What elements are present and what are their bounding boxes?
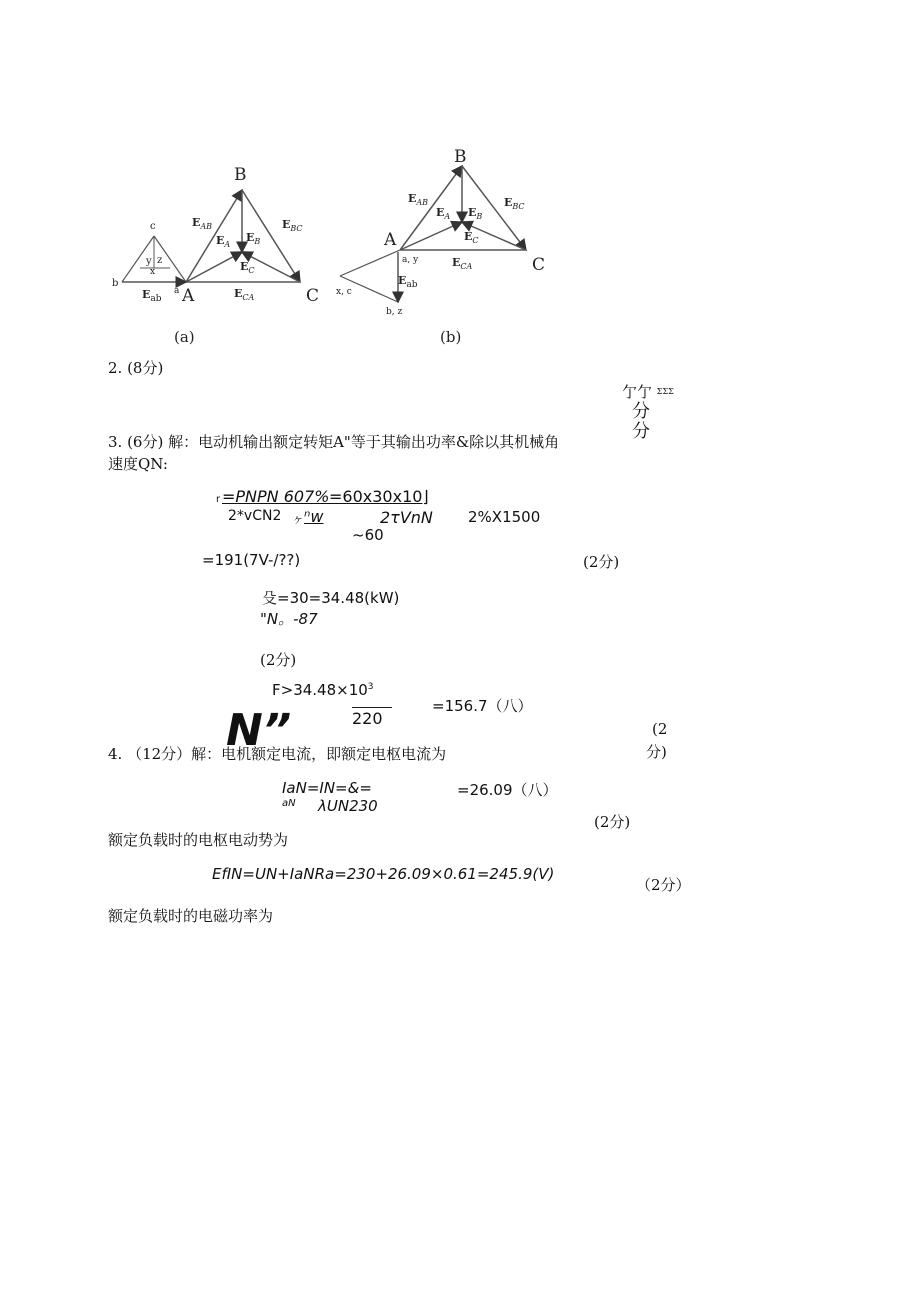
vertex-A: A	[384, 230, 397, 250]
label-a: a	[174, 286, 180, 296]
edge-AB	[400, 166, 462, 250]
emf-EA: $E_A$	[436, 206, 451, 221]
q3-f1-prefix: r	[216, 494, 221, 505]
margin-note-fen-1: 分	[632, 401, 650, 422]
q3-score-2: (2分)	[260, 651, 297, 669]
q3-f4-den: 220	[352, 709, 383, 728]
q4-big-symbol: N”	[226, 705, 292, 756]
q3-f1-top-right: =60x30x10⌋	[329, 487, 429, 506]
q3-f4-sup: 3	[367, 682, 374, 692]
phasor-diagram-b	[330, 140, 570, 350]
q3-intro-cont: 速度QN:	[108, 455, 168, 473]
label-ay: a, y	[402, 255, 419, 265]
label-x: x	[150, 267, 156, 277]
emf-EAB: $E_{AB}$	[408, 192, 429, 207]
emf-EC: $E_C$	[240, 260, 255, 275]
vertex-B: B	[454, 147, 467, 167]
q3-score-3a: (2	[652, 720, 668, 738]
q4-text-power: 额定负载时的电磁功率为	[108, 907, 274, 925]
emf-Eab: $E_{ab}$	[398, 274, 418, 290]
emf-ECA: $E_{CA}$	[452, 256, 473, 271]
emf-ECA: $E_{CA}$	[234, 287, 255, 302]
emf-EBC: $E_{BC}$	[504, 196, 525, 211]
vertex-A: A	[182, 286, 195, 306]
q3-f1-bot-under: ~60	[352, 526, 384, 544]
margin-note-glyphs: 亇亇	[622, 383, 653, 401]
margin-note-small: ΣΣΣ	[656, 387, 674, 396]
q4-f2: EfIN=UN+IaNRa=230+26.09×0.61=245.9(V)	[212, 865, 555, 883]
q4-f1-sub-right: λUN230	[318, 797, 378, 815]
vertex-C: C	[532, 255, 546, 275]
vertex-B: B	[234, 165, 247, 185]
q3-f1-bot-right: 2τVnN	[380, 508, 433, 527]
phasor-EA	[400, 222, 462, 250]
margin-note-fen-2: 分	[632, 421, 650, 442]
q4-score-1: (2分)	[594, 813, 631, 831]
emf-Eab: $E_{ab}$	[142, 288, 162, 304]
label-bz: b, z	[386, 307, 403, 317]
q2-heading: 2. (8分)	[108, 359, 164, 377]
q4-intro: 4. （12分）解：电机额定电流，即额定电枢电流为	[108, 745, 447, 763]
q3-f1-bot-mid-prefix: ヶ	[292, 512, 305, 526]
q3-f1-bot-far: 2%X1500	[468, 508, 541, 526]
q3-score-3b: 分)	[646, 743, 667, 761]
margin-note	[622, 382, 674, 442]
emf-EBC: $E_{BC}$	[282, 218, 303, 233]
q4-f1: IaN=IN=&=	[282, 779, 372, 797]
q3-f1-bot-left: 2*vCN2	[228, 508, 282, 524]
emf-EAB: $E_{AB}$	[192, 216, 213, 231]
vertex-C: C	[306, 286, 320, 306]
q4-f1-res: =26.09（八）	[457, 781, 558, 799]
q4-f1-sub-left: aN	[282, 798, 296, 809]
q3-intro: 3. (6分) 解：电动机输出额定转矩A"等于其输出功率&除以其机械角	[108, 433, 560, 451]
q3-f4-res: =156.7（八）	[432, 697, 533, 715]
phasor-diagram-a	[100, 150, 340, 350]
emf-EB: $E_B$	[246, 231, 261, 246]
q4-text-emf: 额定负载时的电枢电动势为	[108, 831, 289, 849]
label-y: y	[146, 256, 152, 267]
q3-f3-top: 殳=30=34.48(kW)	[262, 589, 400, 607]
label-b: b	[112, 278, 119, 289]
q3-f1-bot-mid: ⁿw	[304, 507, 324, 526]
edge-AB	[186, 190, 242, 282]
emf-EA: $E_A$	[216, 234, 231, 249]
q4-score-2: （2分）	[636, 876, 691, 894]
q3-f4-top	[272, 681, 374, 699]
label-xc: x, c	[336, 287, 352, 297]
emf-EB: $E_B$	[468, 206, 483, 221]
q3-f3-bot: "N。-87	[260, 610, 318, 628]
caption-b: (b)	[440, 328, 462, 346]
q3-score-1: (2分)	[583, 553, 620, 571]
q3-f4-fraction-bar	[352, 707, 392, 708]
label-c: c	[150, 221, 156, 232]
caption-a: (a)	[174, 328, 195, 346]
edge-small-ax	[340, 250, 400, 276]
label-z: z	[157, 255, 163, 266]
q3-f2: =191(7V-/??)	[202, 551, 301, 569]
emf-EC: $E_C$	[464, 230, 479, 245]
q3-f4-top-text: F>34.48×10	[272, 681, 368, 699]
q3-f1-top: =PNPN 607%	[222, 487, 330, 506]
